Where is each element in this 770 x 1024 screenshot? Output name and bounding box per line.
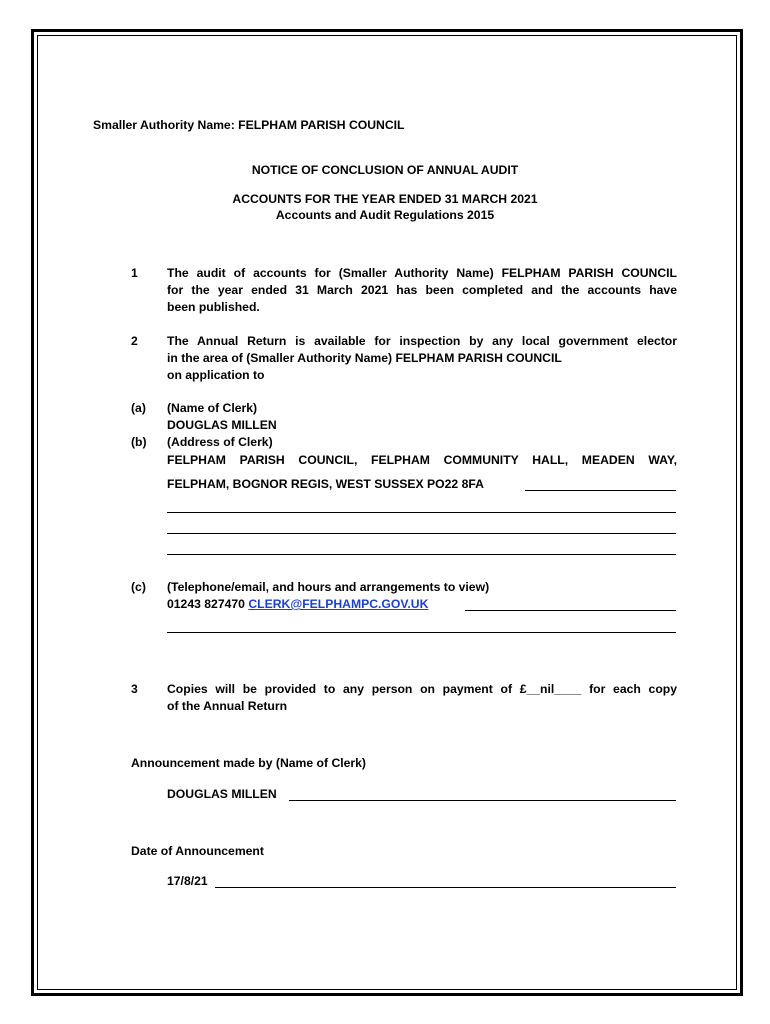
- announcement-date-line: [215, 887, 676, 888]
- announcement-date: 17/8/21: [167, 874, 208, 888]
- clerk-phone: 01243 827470: [167, 597, 245, 611]
- address-fill-line-4: [167, 554, 676, 555]
- clerk-address-line-1: FELPHAM PARISH COUNCIL, FELPHAM COMMUNITY HALL, MEADEN WAY,: [167, 453, 677, 467]
- address-fill-line-1: [525, 490, 676, 491]
- regulations-subtitle: Accounts and Audit Regulations 2015: [275, 208, 495, 222]
- accounts-title: ACCOUNTS FOR THE YEAR ENDED 31 MARCH 2021: [232, 192, 538, 206]
- clerk-address-line-2: FELPHAM, BOGNOR REGIS, WEST SUSSEX PO22 8FA: [167, 477, 484, 491]
- contact-heading: (Telephone/email, and hours and arrangements to view): [167, 580, 490, 594]
- item-3-number: 3: [131, 682, 138, 696]
- authority-name-line: Smaller Authority Name: FELPHAM PARISH COUNCIL: [93, 118, 405, 132]
- date-heading: Date of Announcement: [131, 844, 264, 858]
- contact-fill-line-1: [465, 610, 676, 611]
- label-a: (a): [131, 401, 146, 415]
- label-c: (c): [131, 580, 146, 594]
- contact-details: [167, 596, 428, 613]
- item-2-number: 2: [131, 334, 138, 348]
- item-2-line-1: The Annual Return is available for inspection by any local government elector: [167, 334, 677, 348]
- item-1-line-3: been published.: [167, 300, 260, 314]
- clerk-name: DOUGLAS MILLEN: [167, 418, 277, 432]
- announcement-heading: Announcement made by (Name of Clerk): [131, 756, 366, 770]
- item-2-line-2: in the area of (Smaller Authority Name) FELPHAM PARISH COUNCIL: [167, 351, 562, 365]
- item-1-line-1: The audit of accounts for (Smaller Authority Name) FELPHAM PARISH COUNCIL: [167, 266, 677, 280]
- address-fill-line-3: [167, 533, 676, 534]
- item-1-number: 1: [131, 266, 138, 280]
- item-3-line-2: of the Annual Return: [167, 699, 288, 713]
- clerk-email-link[interactable]: CLERK@FELPHAMPC.GOV.UK: [248, 597, 429, 611]
- address-fill-line-2: [167, 512, 676, 513]
- clerk-address-heading: (Address of Clerk): [167, 435, 273, 449]
- announcement-name-line: [289, 800, 676, 801]
- item-3-line-1: Copies will be provided to any person on payment of £__nil____ for each copy: [167, 682, 677, 696]
- item-2-line-3: on application to: [167, 368, 265, 382]
- contact-fill-line-2: [167, 632, 676, 633]
- notice-title: NOTICE OF CONCLUSION OF ANNUAL AUDIT: [251, 163, 519, 177]
- clerk-name-heading: (Name of Clerk): [167, 401, 258, 415]
- label-b: (b): [131, 435, 147, 449]
- item-1-line-2: for the year ended 31 March 2021 has been completed and the accounts have: [167, 283, 677, 297]
- announcement-clerk-name: DOUGLAS MILLEN: [167, 787, 277, 801]
